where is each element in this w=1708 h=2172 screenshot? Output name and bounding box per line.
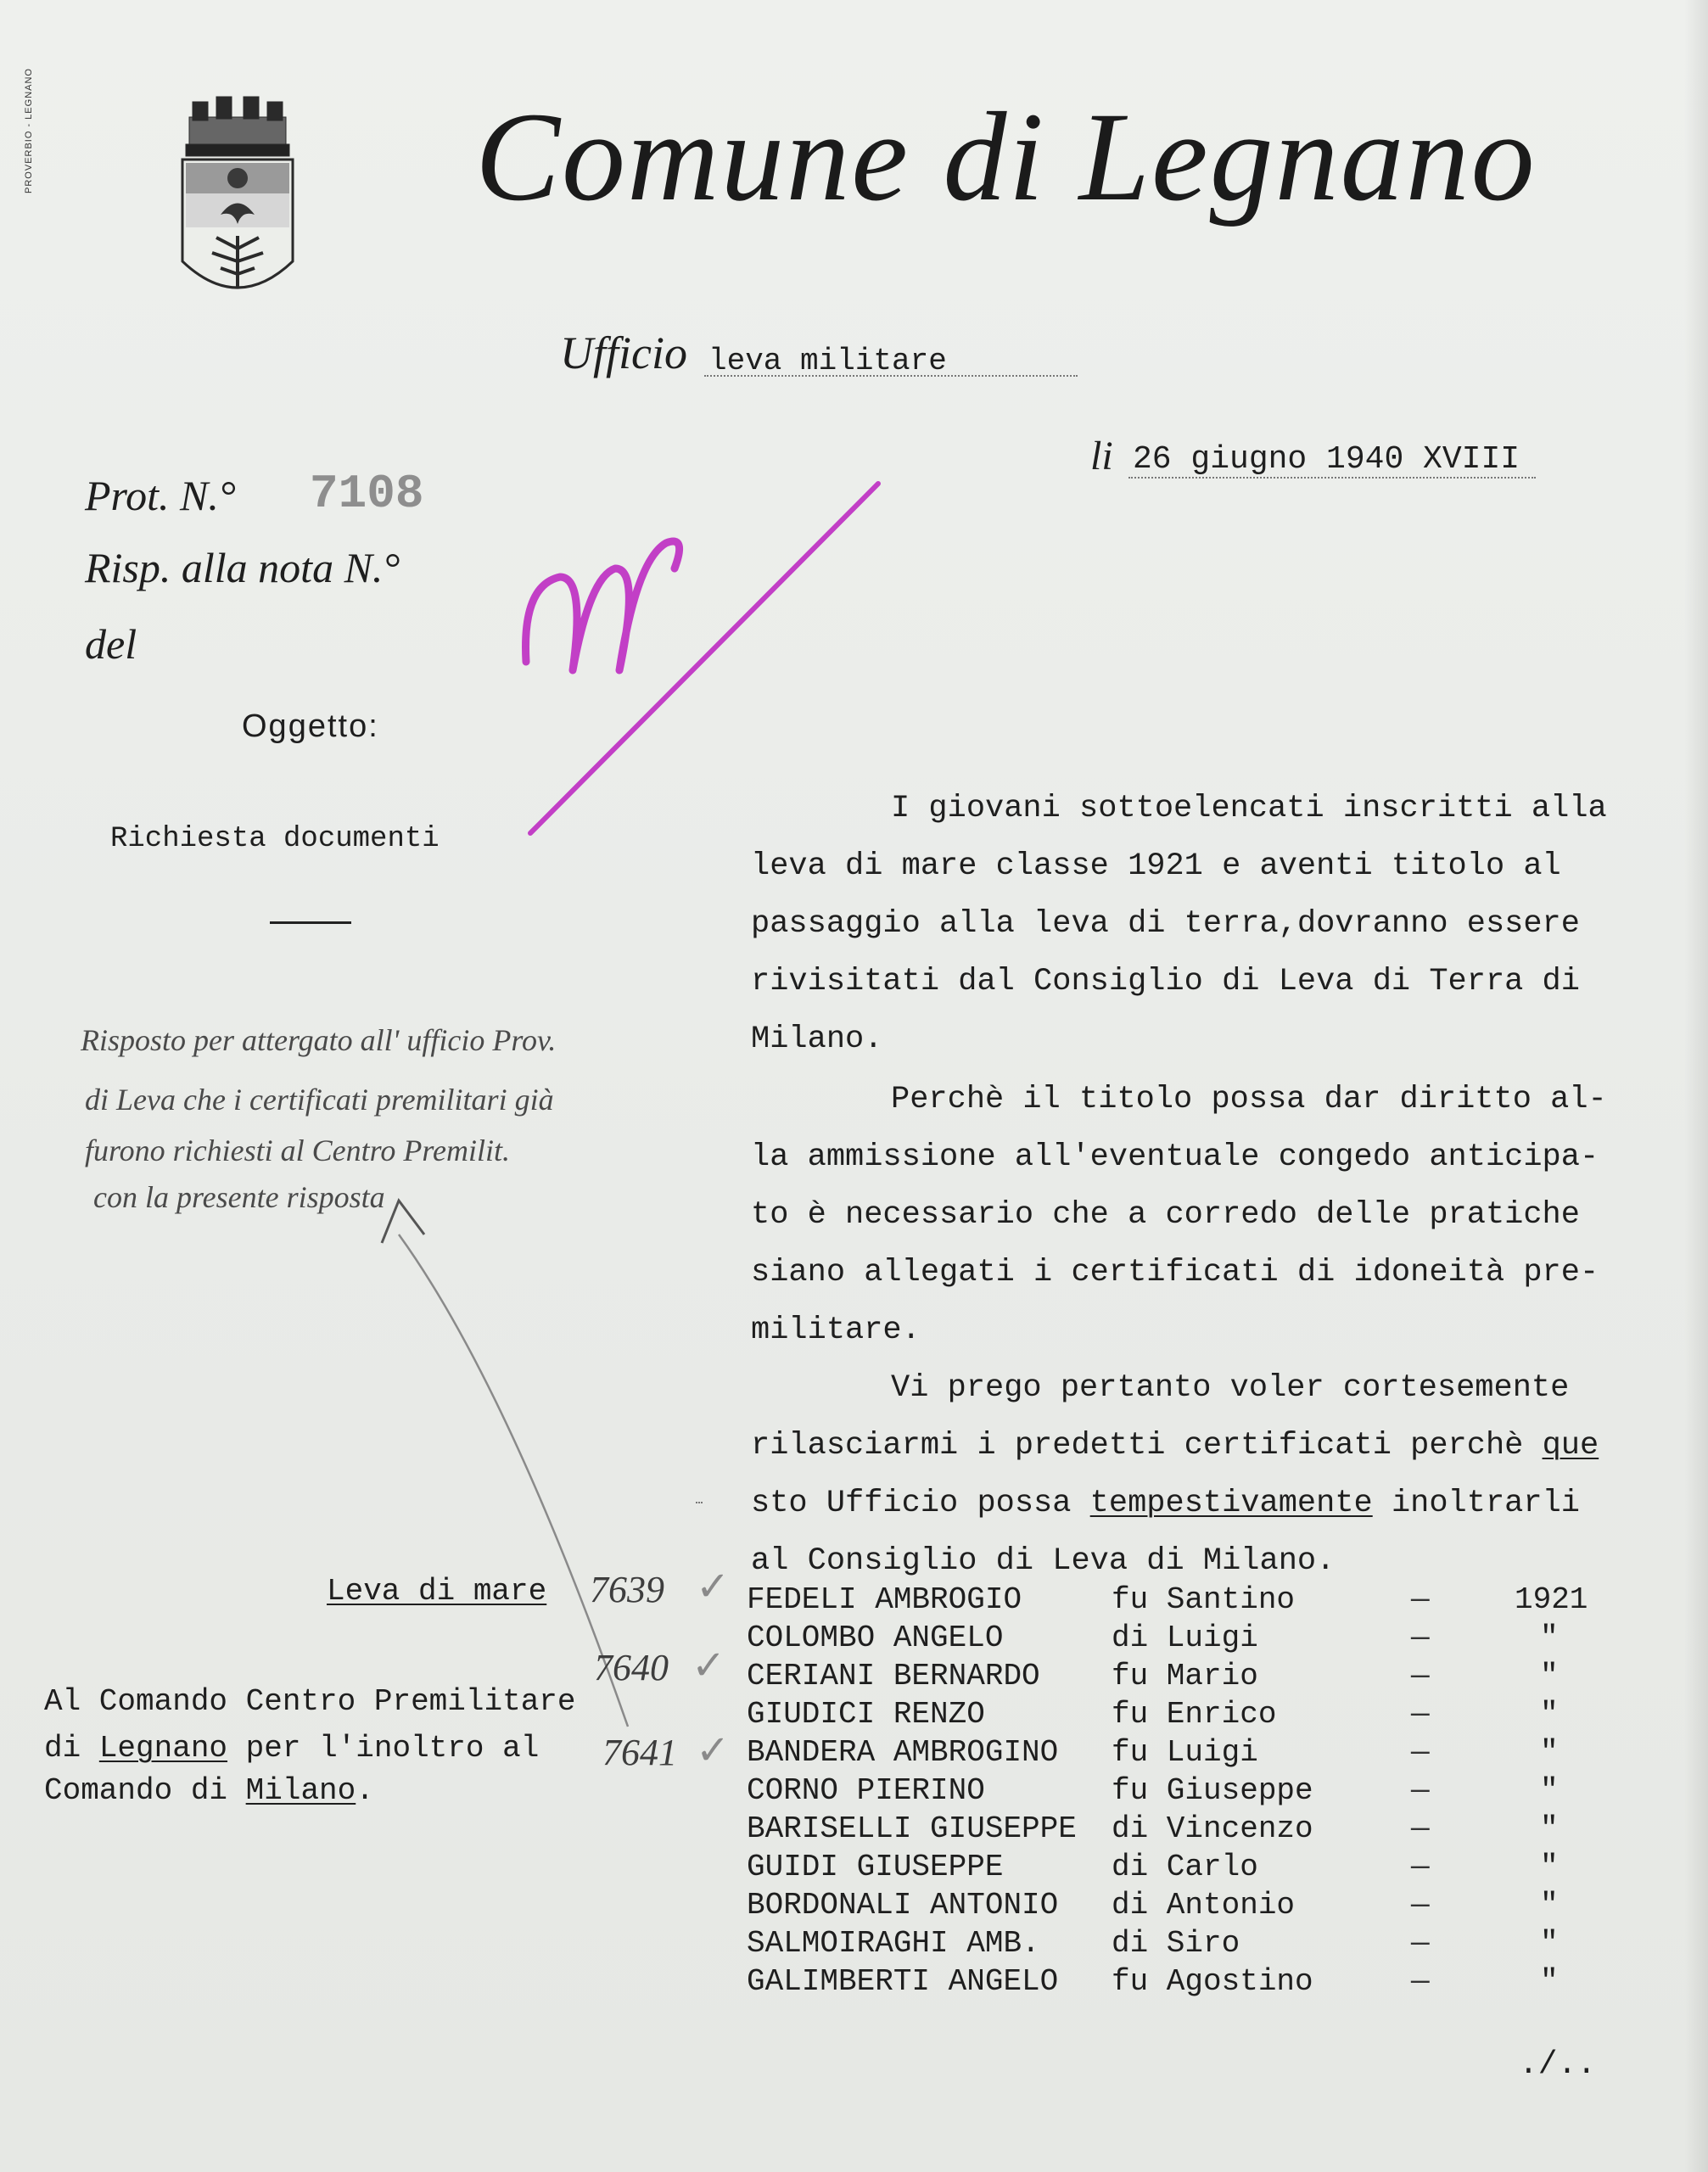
body-line: al Consiglio di Leva di Milano. (751, 1543, 1336, 1579)
body-text-underlined: que (1542, 1428, 1599, 1464)
handwritten-protocol-number: 7639 (590, 1569, 664, 1610)
office-label: Ufficio (560, 327, 687, 378)
body-line (751, 1486, 1580, 1521)
dash-mark: — (1411, 1811, 1430, 1846)
date-prefix: li (1090, 434, 1113, 479)
conscript-parent: di Antonio (1112, 1888, 1296, 1923)
dash-mark: — (1411, 1735, 1430, 1770)
reply-label: Risp. alla nota N.° (85, 544, 400, 591)
body-text-underlined: tempestivamente (1089, 1486, 1373, 1521)
checkmark-icon: ✓ (696, 1563, 731, 1610)
conscript-parent: di Luigi (1112, 1621, 1258, 1655)
dash-mark: — (1411, 1621, 1430, 1655)
pencil-note-line: furono richiesti al Centro Premilit. (85, 1134, 510, 1167)
conscript-year: " (1540, 1964, 1559, 1999)
pencil-note-line: Risposto per attergato all' ufficio Prov. (81, 1023, 557, 1057)
body-text: sto Ufficio possa (751, 1486, 1090, 1521)
magenta-annotation (509, 467, 899, 848)
continuation-mark: ./.. (1519, 2046, 1597, 2083)
conscript-year: " (1540, 1697, 1559, 1732)
conscript-name: BORDONALI ANTONIO (747, 1888, 1059, 1923)
dash-mark: — (1411, 1888, 1430, 1923)
conscript-parent: fu Mario (1112, 1659, 1258, 1693)
body-line: militare. (751, 1313, 921, 1348)
conscript-name: GIUDICI RENZO (747, 1697, 985, 1732)
conscript-year: " (1540, 1773, 1559, 1808)
conscript-year: " (1540, 1659, 1559, 1693)
conscript-name: CERIANI BERNARDO (747, 1659, 1040, 1693)
pencil-note-line: di Leva che i certificati premilitari già (85, 1083, 554, 1117)
conscript-year: " (1540, 1888, 1559, 1923)
address-text: Comando di (44, 1773, 246, 1808)
body-line: Perchè il titolo possa dar diritto al- (891, 1082, 1607, 1117)
conscript-name: GUIDI GIUSEPPE (747, 1850, 1004, 1884)
dash-mark: — (1411, 1697, 1430, 1732)
printer-mark: PROVERBIO - LEGNANO (24, 68, 34, 193)
coat-of-arms-icon (174, 92, 301, 321)
subject-text: Richiesta documenti (110, 823, 440, 855)
conscript-name: SALMOIRAGHI AMB. (747, 1926, 1040, 1961)
body-line: rivisitati dal Consiglio di Leva di Terra di (751, 964, 1580, 999)
body-text: rilasciarmi i predetti certificati perchè (751, 1428, 1543, 1464)
conscript-parent: di Carlo (1112, 1850, 1258, 1884)
conscript-parent: fu Giuseppe (1112, 1773, 1313, 1808)
pencil-arrow (373, 1184, 730, 1761)
address-line (44, 1731, 539, 1766)
conscript-year: " (1540, 1926, 1559, 1961)
address-line (44, 1773, 374, 1808)
letterhead-title: Comune di Legnano (475, 87, 1537, 227)
conscript-parent: fu Enrico (1112, 1697, 1277, 1732)
body-line: Milano. (751, 1022, 883, 1057)
address-text-underlined: Legnano (98, 1731, 228, 1766)
office-value: leva militare (708, 344, 947, 378)
body-line: siano allegati i certificati di idoneità pre- (751, 1255, 1599, 1290)
pencil-note-line: con la presente risposta (93, 1180, 385, 1214)
stray-mark (696, 1502, 703, 1503)
checkmark-icon: ✓ (696, 1727, 731, 1774)
conscript-name: BANDERA AMBROGINO (747, 1735, 1059, 1770)
conscript-year: " (1540, 1811, 1559, 1846)
body-text: inoltrarli (1372, 1486, 1580, 1521)
dash-mark: — (1411, 1773, 1430, 1808)
subject-label: Oggetto: (242, 708, 379, 744)
conscript-name: CORNO PIERINO (747, 1773, 985, 1808)
conscript-parent: fu Agostino (1112, 1964, 1313, 1999)
conscript-parent: di Siro (1112, 1926, 1240, 1961)
dash-mark: — (1411, 1659, 1430, 1693)
body-line (751, 1428, 1599, 1464)
address-text: . (356, 1773, 374, 1808)
address-text: di (44, 1731, 99, 1766)
body-line: la ammissione all'eventuale congedo anticipa- (751, 1139, 1599, 1175)
conscript-name: FEDELI AMBROGIO (747, 1582, 1022, 1617)
body-line: I giovani sottoelencati inscritti alla (891, 791, 1607, 826)
conscript-year: " (1540, 1621, 1559, 1655)
conscript-year: " (1540, 1735, 1559, 1770)
body-line: to è necessario che a corredo delle pratiche (751, 1197, 1580, 1233)
dash-mark: — (1411, 1926, 1430, 1961)
handwritten-protocol-number: 7641 (602, 1732, 677, 1773)
address-text-underlined: Milano (245, 1773, 356, 1808)
conscript-parent: fu Santino (1112, 1582, 1296, 1617)
page-edge-shadow (1684, 0, 1708, 2172)
body-line: Vi prego pertanto voler cortesemente (891, 1370, 1570, 1406)
address-text: per l'inoltro al (227, 1731, 540, 1766)
conscript-year: 1921 (1515, 1582, 1588, 1617)
protocol-label: Prot. N.° (85, 472, 236, 519)
subject-divider (270, 921, 351, 924)
body-line: passaggio alla leva di terra,dovranno essere (751, 906, 1580, 942)
office-dotted-line (704, 375, 1078, 377)
leva-di-mare-label: Leva di mare (327, 1574, 547, 1609)
conscript-name: GALIMBERTI ANGELO (747, 1964, 1059, 1999)
handwritten-protocol-number: 7640 (594, 1647, 669, 1688)
dash-mark: — (1411, 1850, 1430, 1884)
conscript-name: BARISELLI GIUSEPPE (747, 1811, 1077, 1846)
del-label: del (85, 620, 137, 668)
conscript-year: " (1540, 1850, 1559, 1884)
date-value: 26 giugno 1940 XVIII (1133, 441, 1520, 478)
conscript-name: COLOMBO ANGELO (747, 1621, 1004, 1655)
body-line: leva di mare classe 1921 e aventi titolo al (751, 848, 1561, 884)
date-dotted-line (1128, 477, 1536, 479)
checkmark-icon: ✓ (692, 1642, 726, 1689)
dash-mark: — (1411, 1582, 1430, 1617)
protocol-number: 7108 (310, 467, 424, 521)
address-line: Al Comando Centro Premilitare (44, 1684, 576, 1719)
conscript-parent: di Vincenzo (1112, 1811, 1313, 1846)
conscript-parent: fu Luigi (1112, 1735, 1258, 1770)
dash-mark: — (1411, 1964, 1430, 1999)
